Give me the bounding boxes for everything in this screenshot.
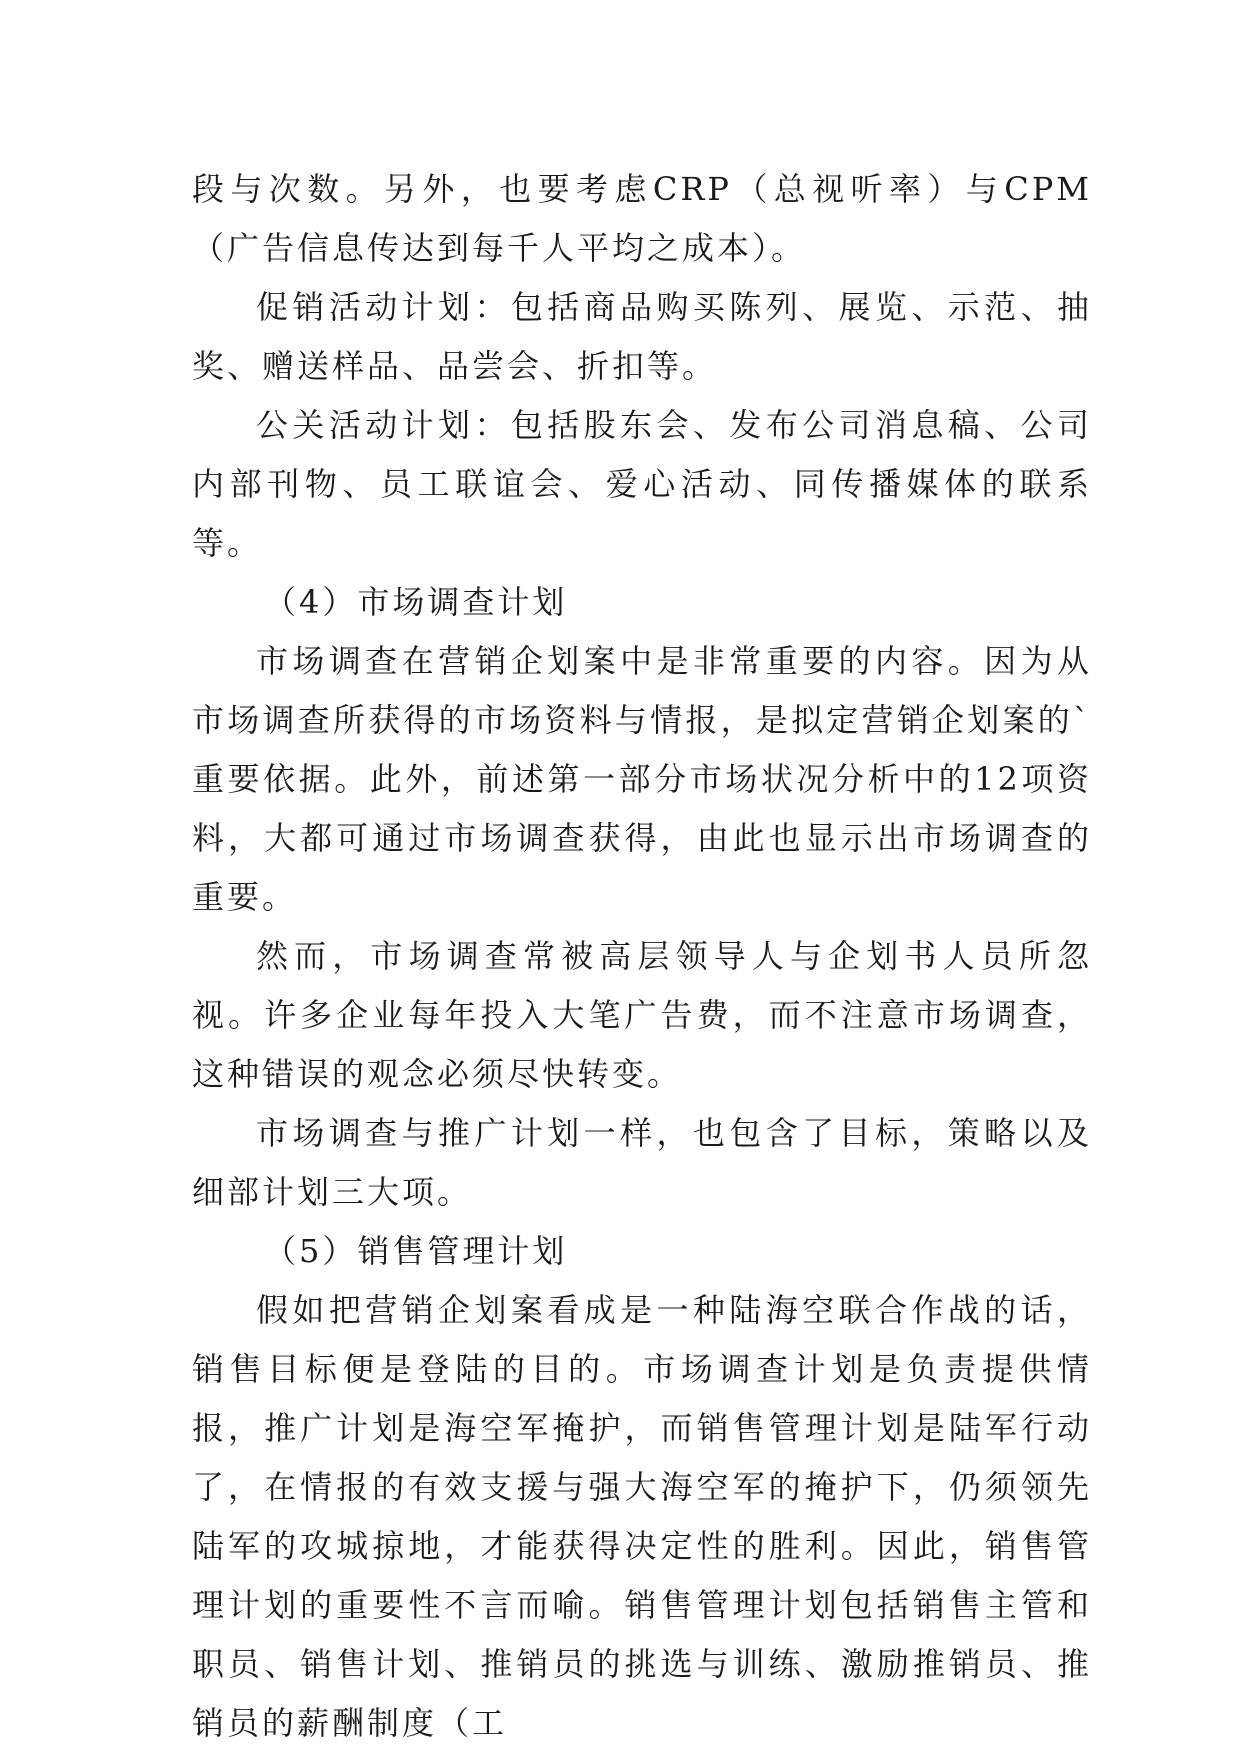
paragraph-pr-plan: 公关活动计划：包括股东会、发布公司消息稿、公司内部刊物、员工联谊会、爱心活动、同传播媒体的联系等。: [192, 406, 1092, 562]
paragraph-media-continuation: 段与次数。另外，也要考虑CRP（总视听率）与CPM（广告信息传达到每千人平均之成本）。: [192, 170, 1092, 267]
document-body: [192, 160, 1092, 1753]
section-heading-market-research: （4）市场调查计划: [264, 583, 568, 621]
paragraph-promotion-plan: 促销活动计划：包括商品购买陈列、展览、示范、抽奖、赠送样品、品尝会、折扣等。: [192, 288, 1092, 385]
paragraph-market-research-importance: 市场调查在营销企划案中是非常重要的内容。因为从市场调查所获得的市场资料与情报，是拟定营销企划案的`重要依据。此外，前述第一部分市场状况分析中的12项资料，大都可通过市场调查获得，由此也显示出市场调查的重要。: [192, 642, 1092, 916]
paragraph-sales-management: 假如把营销企划案看成是一种陆海空联合作战的话，销售目标便是登陆的目的。市场调查计划是负责提供情报，推广计划是海空军掩护，而销售管理计划是陆军行动了，在情报的有效支援与强大海空军的掩护下，仍须领先陆军的攻城掠地，才能获得决定性的胜利。因此，销售管理计划的重要性不言而喻。销售管理计划包括销售主管和职员、销售计划、推销员的挑选与训练、激励推销员、推销员的薪酬制度（工: [192, 1291, 1092, 1742]
section-heading-sales-management: （5）销售管理计划: [264, 1232, 568, 1270]
paragraph-market-research-components: 市场调查与推广计划一样，也包含了目标，策略以及细部计划三大项。: [192, 1114, 1092, 1211]
paragraph-market-research-neglect: 然而，市场调查常被高层领导人与企划书人员所忽视。许多企业每年投入大笔广告费，而不注意市场调查，这种错误的观念必须尽快转变。: [192, 937, 1092, 1093]
